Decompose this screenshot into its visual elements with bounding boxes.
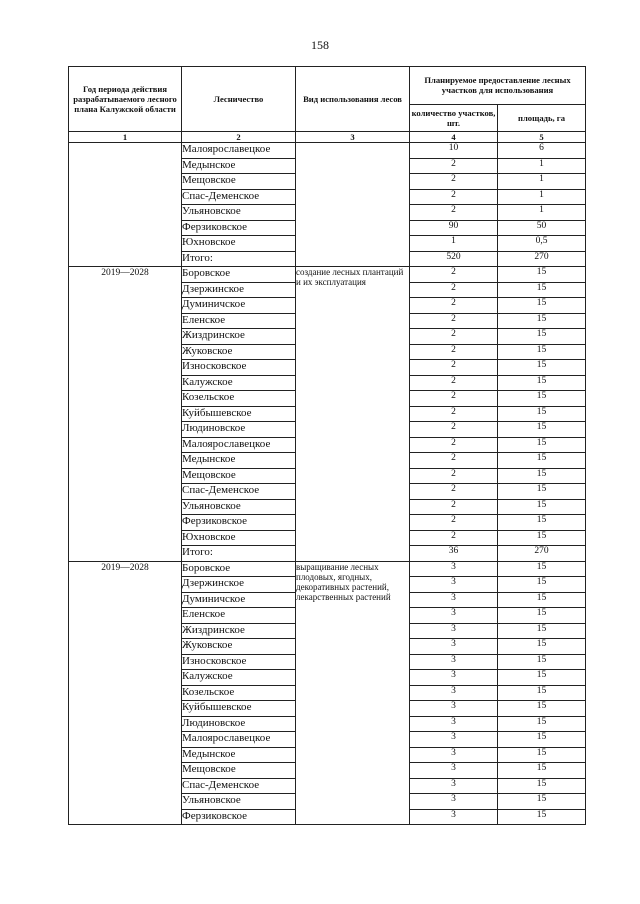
plot-area-cell: 15 [498,267,586,283]
plot-count-cell: 3 [410,623,498,639]
plot-count-cell: 2 [410,360,498,376]
forestry-name-cell: Калужское [182,670,296,686]
usage-type-cell: создание лесных плантаций и их эксплуатация [296,267,410,562]
plot-area-cell: 15 [498,391,586,407]
forestry-name-cell: Калужское [182,375,296,391]
table-row [69,143,586,159]
header-usage: Вид использования лесов [296,67,410,132]
plot-count-cell: 3 [410,732,498,748]
plot-count-cell: 2 [410,422,498,438]
forestry-name-cell: Ферзиковское [182,515,296,531]
plot-count-cell: 2 [410,468,498,484]
header-planned-group: Планируемое предоставление лесных участков для использования [410,67,586,105]
usage-type-cell: выращивание лесных плодовых, ягодных, декоративных растений, лекарственных растений [296,561,410,825]
plot-count-cell: 2 [410,437,498,453]
forestry-name-cell: Износковское [182,654,296,670]
plot-count-cell: 3 [410,685,498,701]
plot-area-cell: 15 [498,654,586,670]
plot-count-cell: 3 [410,670,498,686]
forestry-name-cell: Дзержинское [182,577,296,593]
plot-count-cell: 36 [410,546,498,562]
plot-count-cell: 3 [410,592,498,608]
forestry-name-cell: Малоярославецкое [182,732,296,748]
plot-count-cell: 3 [410,778,498,794]
forestry-name-cell: Жуковское [182,639,296,655]
forestry-name-cell: Людиновское [182,716,296,732]
plot-count-cell: 3 [410,654,498,670]
plot-count-cell: 2 [410,453,498,469]
plot-area-cell: 15 [498,375,586,391]
forestry-name-cell: Жиздринское [182,623,296,639]
forestry-name-cell: Медынское [182,158,296,174]
plot-area-cell: 6 [498,143,586,159]
plot-area-cell: 15 [498,763,586,779]
forest-plan-table [68,66,586,825]
plot-count-cell: 2 [410,174,498,190]
plot-count-cell: 3 [410,561,498,577]
forestry-name-cell: Куйбышевское [182,701,296,717]
forestry-name-cell: Мещовское [182,763,296,779]
plot-area-cell: 15 [498,406,586,422]
plot-area-cell: 1 [498,174,586,190]
plot-count-cell: 3 [410,701,498,717]
forestry-name-cell: Спас-Деменское [182,778,296,794]
plot-count-cell: 2 [410,313,498,329]
plot-area-cell: 15 [498,778,586,794]
forestry-name-cell: Козельское [182,685,296,701]
column-number: 5 [498,132,586,143]
plot-area-cell: 15 [498,298,586,314]
plot-count-cell: 2 [410,267,498,283]
plot-count-cell: 2 [410,375,498,391]
plot-count-cell: 2 [410,158,498,174]
forestry-name-cell: Куйбышевское [182,406,296,422]
plot-area-cell: 15 [498,701,586,717]
forestry-name-cell: Жиздринское [182,329,296,345]
plot-area-cell: 15 [498,360,586,376]
plot-count-cell: 3 [410,747,498,763]
plot-area-cell: 15 [498,282,586,298]
plot-count-cell: 2 [410,282,498,298]
plot-area-cell: 15 [498,639,586,655]
forestry-name-cell: Ульяновское [182,205,296,221]
plot-count-cell: 3 [410,577,498,593]
plot-area-cell: 15 [498,747,586,763]
plot-area-cell: 15 [498,499,586,515]
column-number: 3 [296,132,410,143]
forestry-name-cell: Износковское [182,360,296,376]
plot-count-cell: 90 [410,220,498,236]
plot-count-cell: 10 [410,143,498,159]
plot-count-cell: 2 [410,391,498,407]
forestry-name-cell: Людиновское [182,422,296,438]
forestry-name-cell: Боровское [182,561,296,577]
plot-count-cell: 3 [410,763,498,779]
plot-count-cell: 2 [410,344,498,360]
plot-count-cell: 3 [410,639,498,655]
forestry-name-cell: Юхновское [182,530,296,546]
header-forestry: Лесничество [182,67,296,132]
plot-area-cell: 270 [498,251,586,267]
plot-count-cell: 3 [410,716,498,732]
page-number: 158 [311,38,329,52]
forestry-name-cell: Мещовское [182,174,296,190]
forestry-name-cell: Ульяновское [182,499,296,515]
plot-count-cell: 2 [410,515,498,531]
plot-area-cell: 15 [498,670,586,686]
plot-area-cell: 15 [498,344,586,360]
plot-area-cell: 270 [498,546,586,562]
plot-count-cell: 1 [410,236,498,252]
plot-area-cell: 15 [498,592,586,608]
plot-count-cell: 520 [410,251,498,267]
forestry-name-cell: Дзержинское [182,282,296,298]
forestry-name-cell: Спас-Деменское [182,484,296,500]
plot-area-cell: 50 [498,220,586,236]
plot-count-cell: 2 [410,484,498,500]
table-body [69,143,586,825]
forestry-name-cell: Медынское [182,747,296,763]
column-number: 1 [69,132,182,143]
plot-area-cell: 15 [498,794,586,810]
plot-area-cell: 1 [498,158,586,174]
plot-area-cell: 15 [498,329,586,345]
period-year-cell: 2019—2028 [69,267,182,562]
forestry-name-cell: Козельское [182,391,296,407]
plot-area-cell: 15 [498,577,586,593]
plot-area-cell: 15 [498,608,586,624]
header-year: Год периода действия разрабатываемого лесного плана Калужской области [69,67,182,132]
plot-area-cell: 15 [498,515,586,531]
plot-area-cell: 15 [498,732,586,748]
usage-type-cell [296,143,410,267]
table-row [69,561,586,577]
plot-area-cell: 15 [498,685,586,701]
plot-area-cell: 15 [498,716,586,732]
forestry-name-cell: Спас-Деменское [182,189,296,205]
total-label-cell: Итого: [182,546,296,562]
forestry-name-cell: Думиничское [182,298,296,314]
plot-area-cell: 15 [498,468,586,484]
plot-area-cell: 15 [498,809,586,825]
plot-area-cell: 1 [498,189,586,205]
plot-area-cell: 15 [498,422,586,438]
column-number: 4 [410,132,498,143]
period-year-cell: 2019—2028 [69,561,182,825]
forestry-name-cell: Юхновское [182,236,296,252]
plot-area-cell: 15 [498,453,586,469]
plot-count-cell: 3 [410,809,498,825]
total-label-cell: Итого: [182,251,296,267]
plot-count-cell: 2 [410,329,498,345]
forestry-name-cell: Ульяновское [182,794,296,810]
plot-count-cell: 2 [410,189,498,205]
plot-area-cell: 0,5 [498,236,586,252]
header-count: количество участков, шт. [410,104,498,131]
forestry-name-cell: Малоярославецкое [182,143,296,159]
plot-area-cell: 15 [498,530,586,546]
plot-area-cell: 15 [498,561,586,577]
plot-count-cell: 2 [410,205,498,221]
forestry-name-cell: Боровское [182,267,296,283]
plot-area-cell: 15 [498,484,586,500]
forestry-name-cell: Жуковское [182,344,296,360]
period-year-cell [69,143,182,267]
forestry-name-cell: Ферзиковское [182,220,296,236]
plot-area-cell: 15 [498,437,586,453]
table-row [69,267,586,283]
plot-count-cell: 3 [410,608,498,624]
plot-area-cell: 1 [498,205,586,221]
header-area: площадь, га [498,104,586,131]
forestry-name-cell: Ферзиковское [182,809,296,825]
forestry-name-cell: Медынское [182,453,296,469]
forestry-name-cell: Малоярославецкое [182,437,296,453]
plot-count-cell: 3 [410,794,498,810]
forestry-name-cell: Еленское [182,313,296,329]
plot-area-cell: 15 [498,623,586,639]
plot-area-cell: 15 [498,313,586,329]
plot-count-cell: 2 [410,298,498,314]
column-number: 2 [182,132,296,143]
forestry-name-cell: Мещовское [182,468,296,484]
forestry-name-cell: Еленское [182,608,296,624]
plot-count-cell: 2 [410,406,498,422]
plot-count-cell: 2 [410,499,498,515]
forestry-name-cell: Думиничское [182,592,296,608]
plot-count-cell: 2 [410,530,498,546]
